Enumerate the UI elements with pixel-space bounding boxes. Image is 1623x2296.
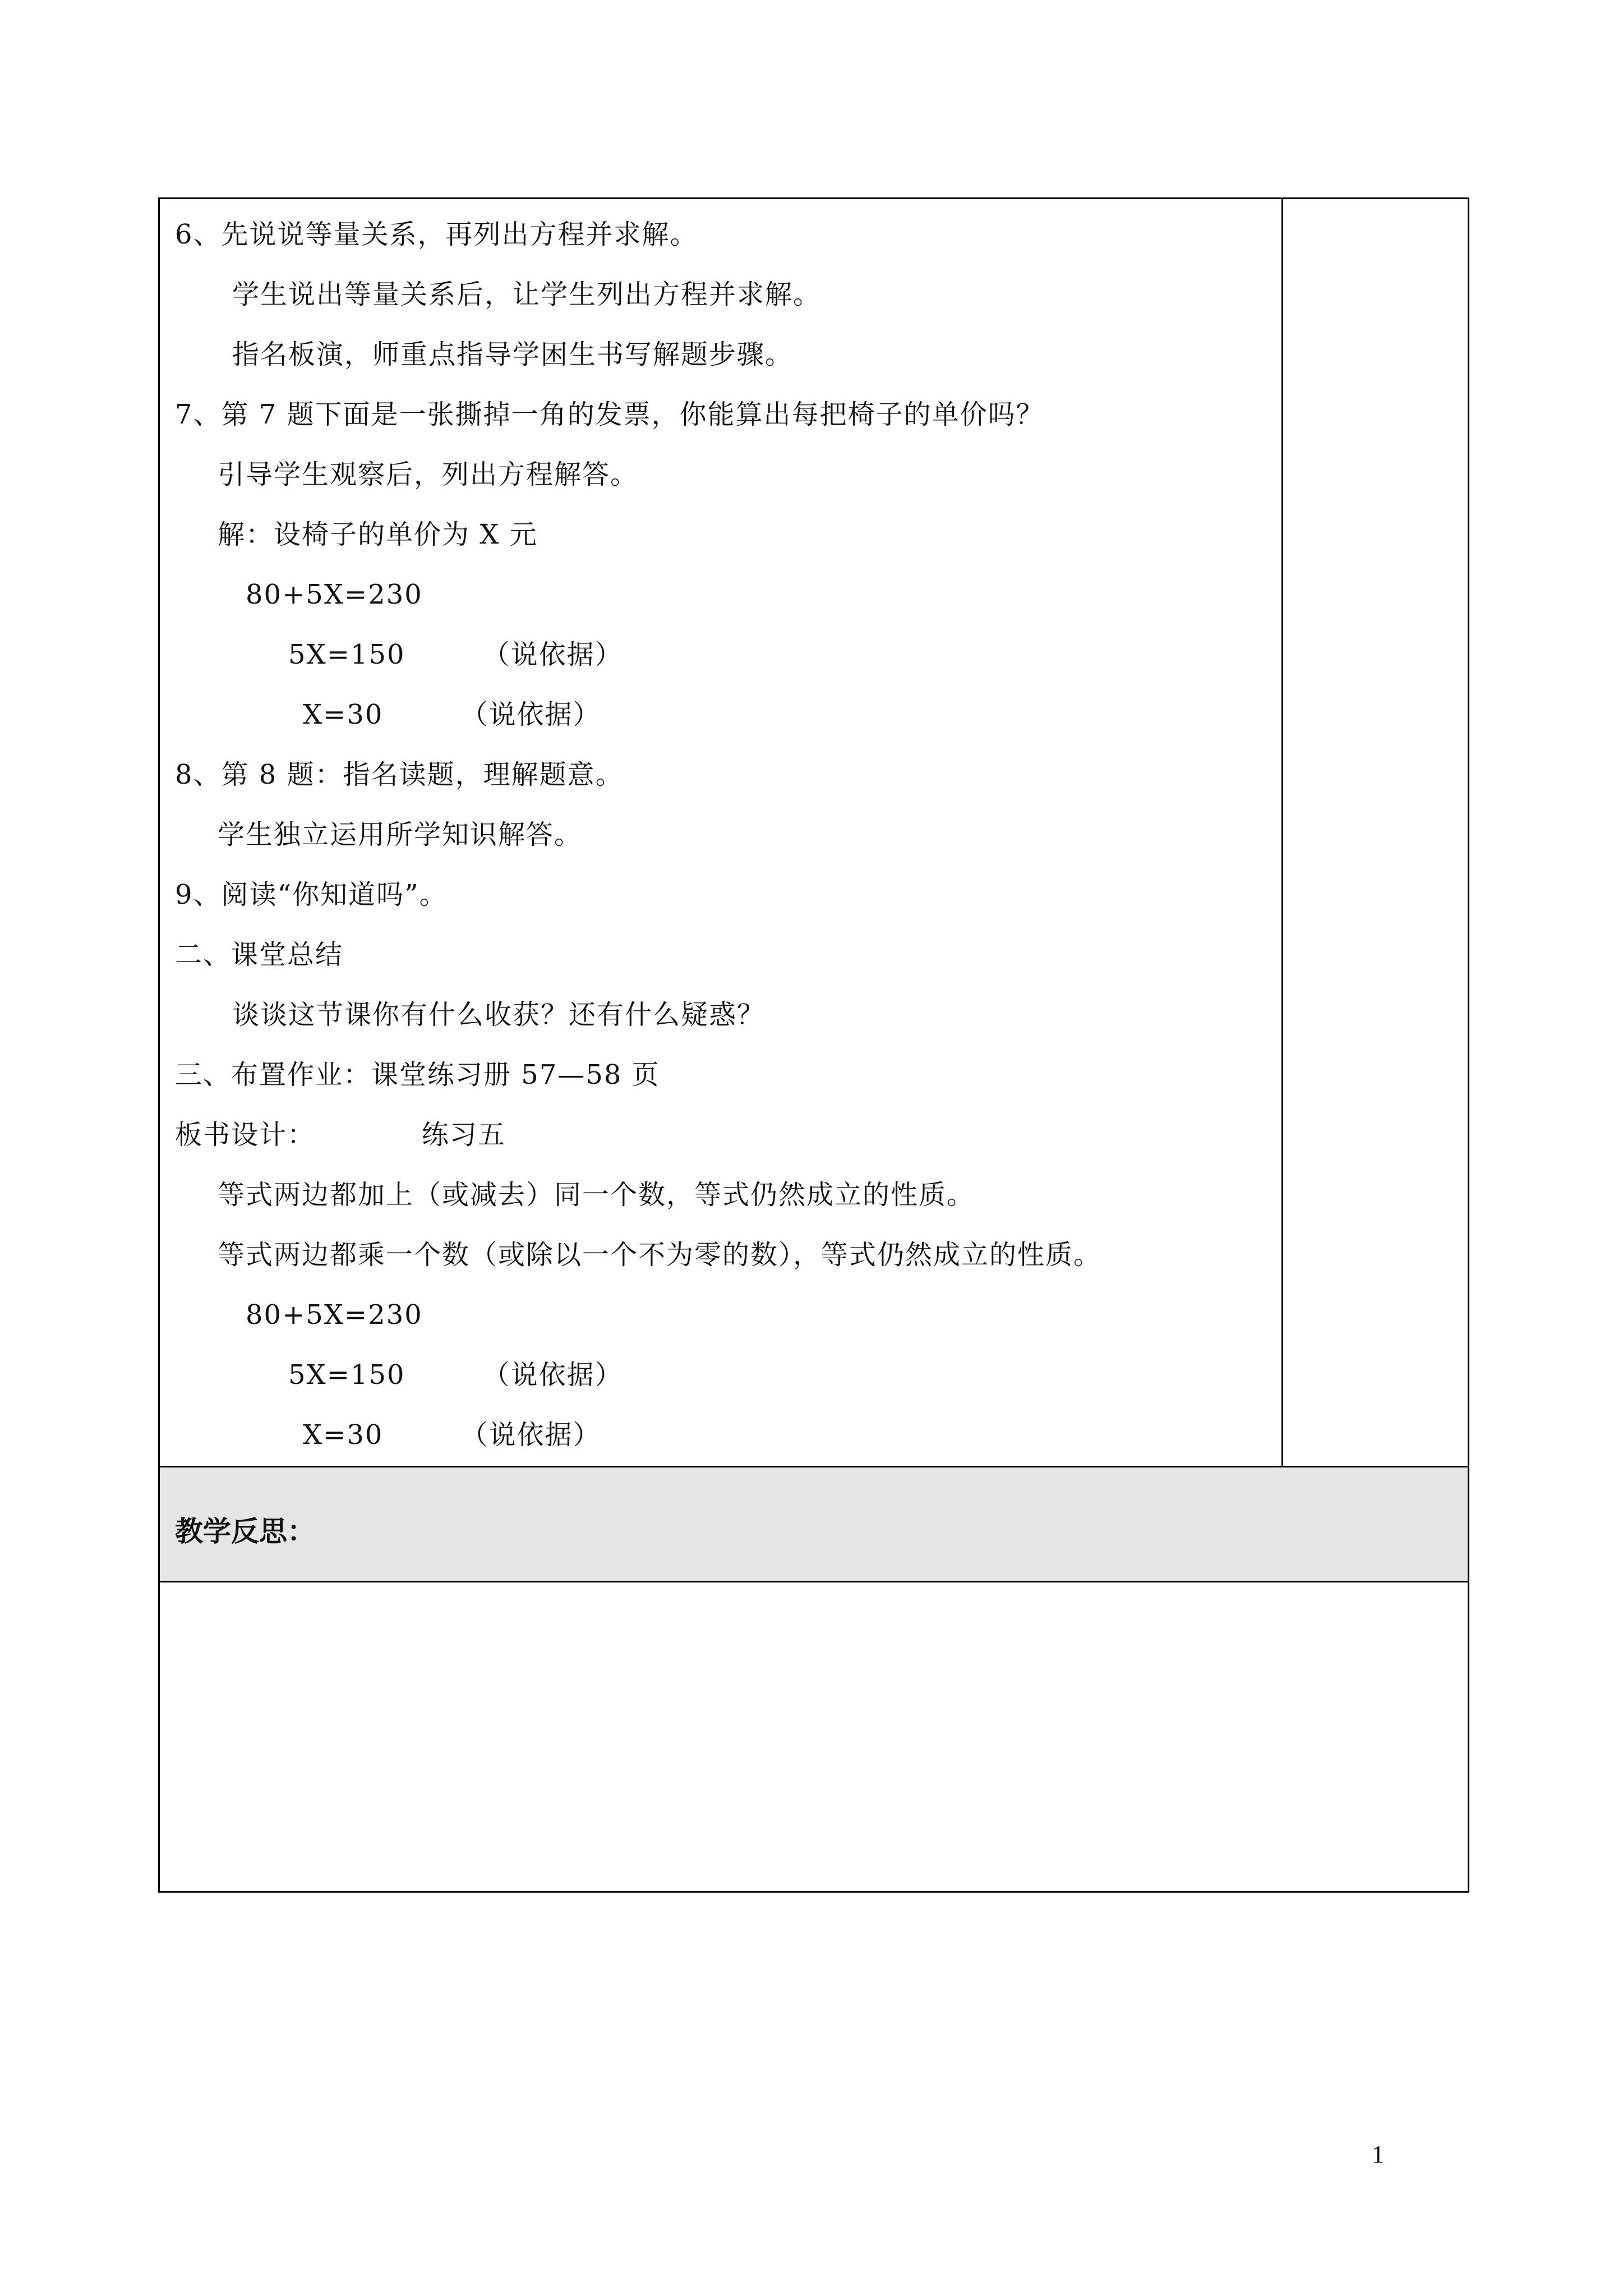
step-7-heading: 7、第 7 题下面是一张撕掉一角的发票，你能算出每把椅子的单价吗？ [175,399,1044,430]
section-3-heading: 三、布置作业：课堂练习册 57—58 页 [175,1059,660,1091]
step-7-detail: 引导学生观察后，列出方程解答。 [218,459,639,490]
equation-line-1: 80+5X=230 [246,579,423,610]
reflection-blank-cell [158,1581,1469,1893]
board-design-property-1: 等式两边都加上（或减去）同一个数，等式仍然成立的性质。 [218,1179,975,1211]
equation-line-2: 5X=150 （说依据） [288,639,623,670]
equation-line-3: X=30 （说依据） [303,699,601,730]
board-design-property-2: 等式两边都乘一个数（或除以一个不为零的数），等式仍然成立的性质。 [218,1239,1102,1271]
board-equation-line-3: X=30 （说依据） [303,1419,601,1451]
notes-side-cell [1281,197,1469,1467]
section-2-detail: 谈谈这节课你有什么收获？还有什么疑惑？ [232,999,766,1030]
page-number: 1 [1372,2141,1384,2168]
step-6-detail-2: 指名板演，师重点指导学困生书写解题步骤。 [232,339,794,370]
reflection-header-cell [158,1466,1469,1582]
step-8-detail: 学生独立运用所学知识解答。 [218,819,583,850]
step-6-heading: 6、先说说等量关系，再列出方程并求解。 [175,219,698,250]
step-8-heading: 8、第 8 题：指名读题，理解题意。 [175,759,624,790]
board-design-heading: 板书设计： 练习五 [175,1119,506,1151]
reflection-label: 教学反思： [175,1515,315,1548]
solution-setup: 解：设椅子的单价为 X 元 [218,519,538,550]
step-9-heading: 9、阅读“你知道吗”。 [175,879,448,910]
step-6-detail-1: 学生说出等量关系后，让学生列出方程并求解。 [232,279,822,310]
section-2-heading: 二、课堂总结 [175,939,344,970]
board-equation-line-2: 5X=150 （说依据） [288,1359,623,1391]
board-equation-line-1: 80+5X=230 [246,1299,423,1331]
